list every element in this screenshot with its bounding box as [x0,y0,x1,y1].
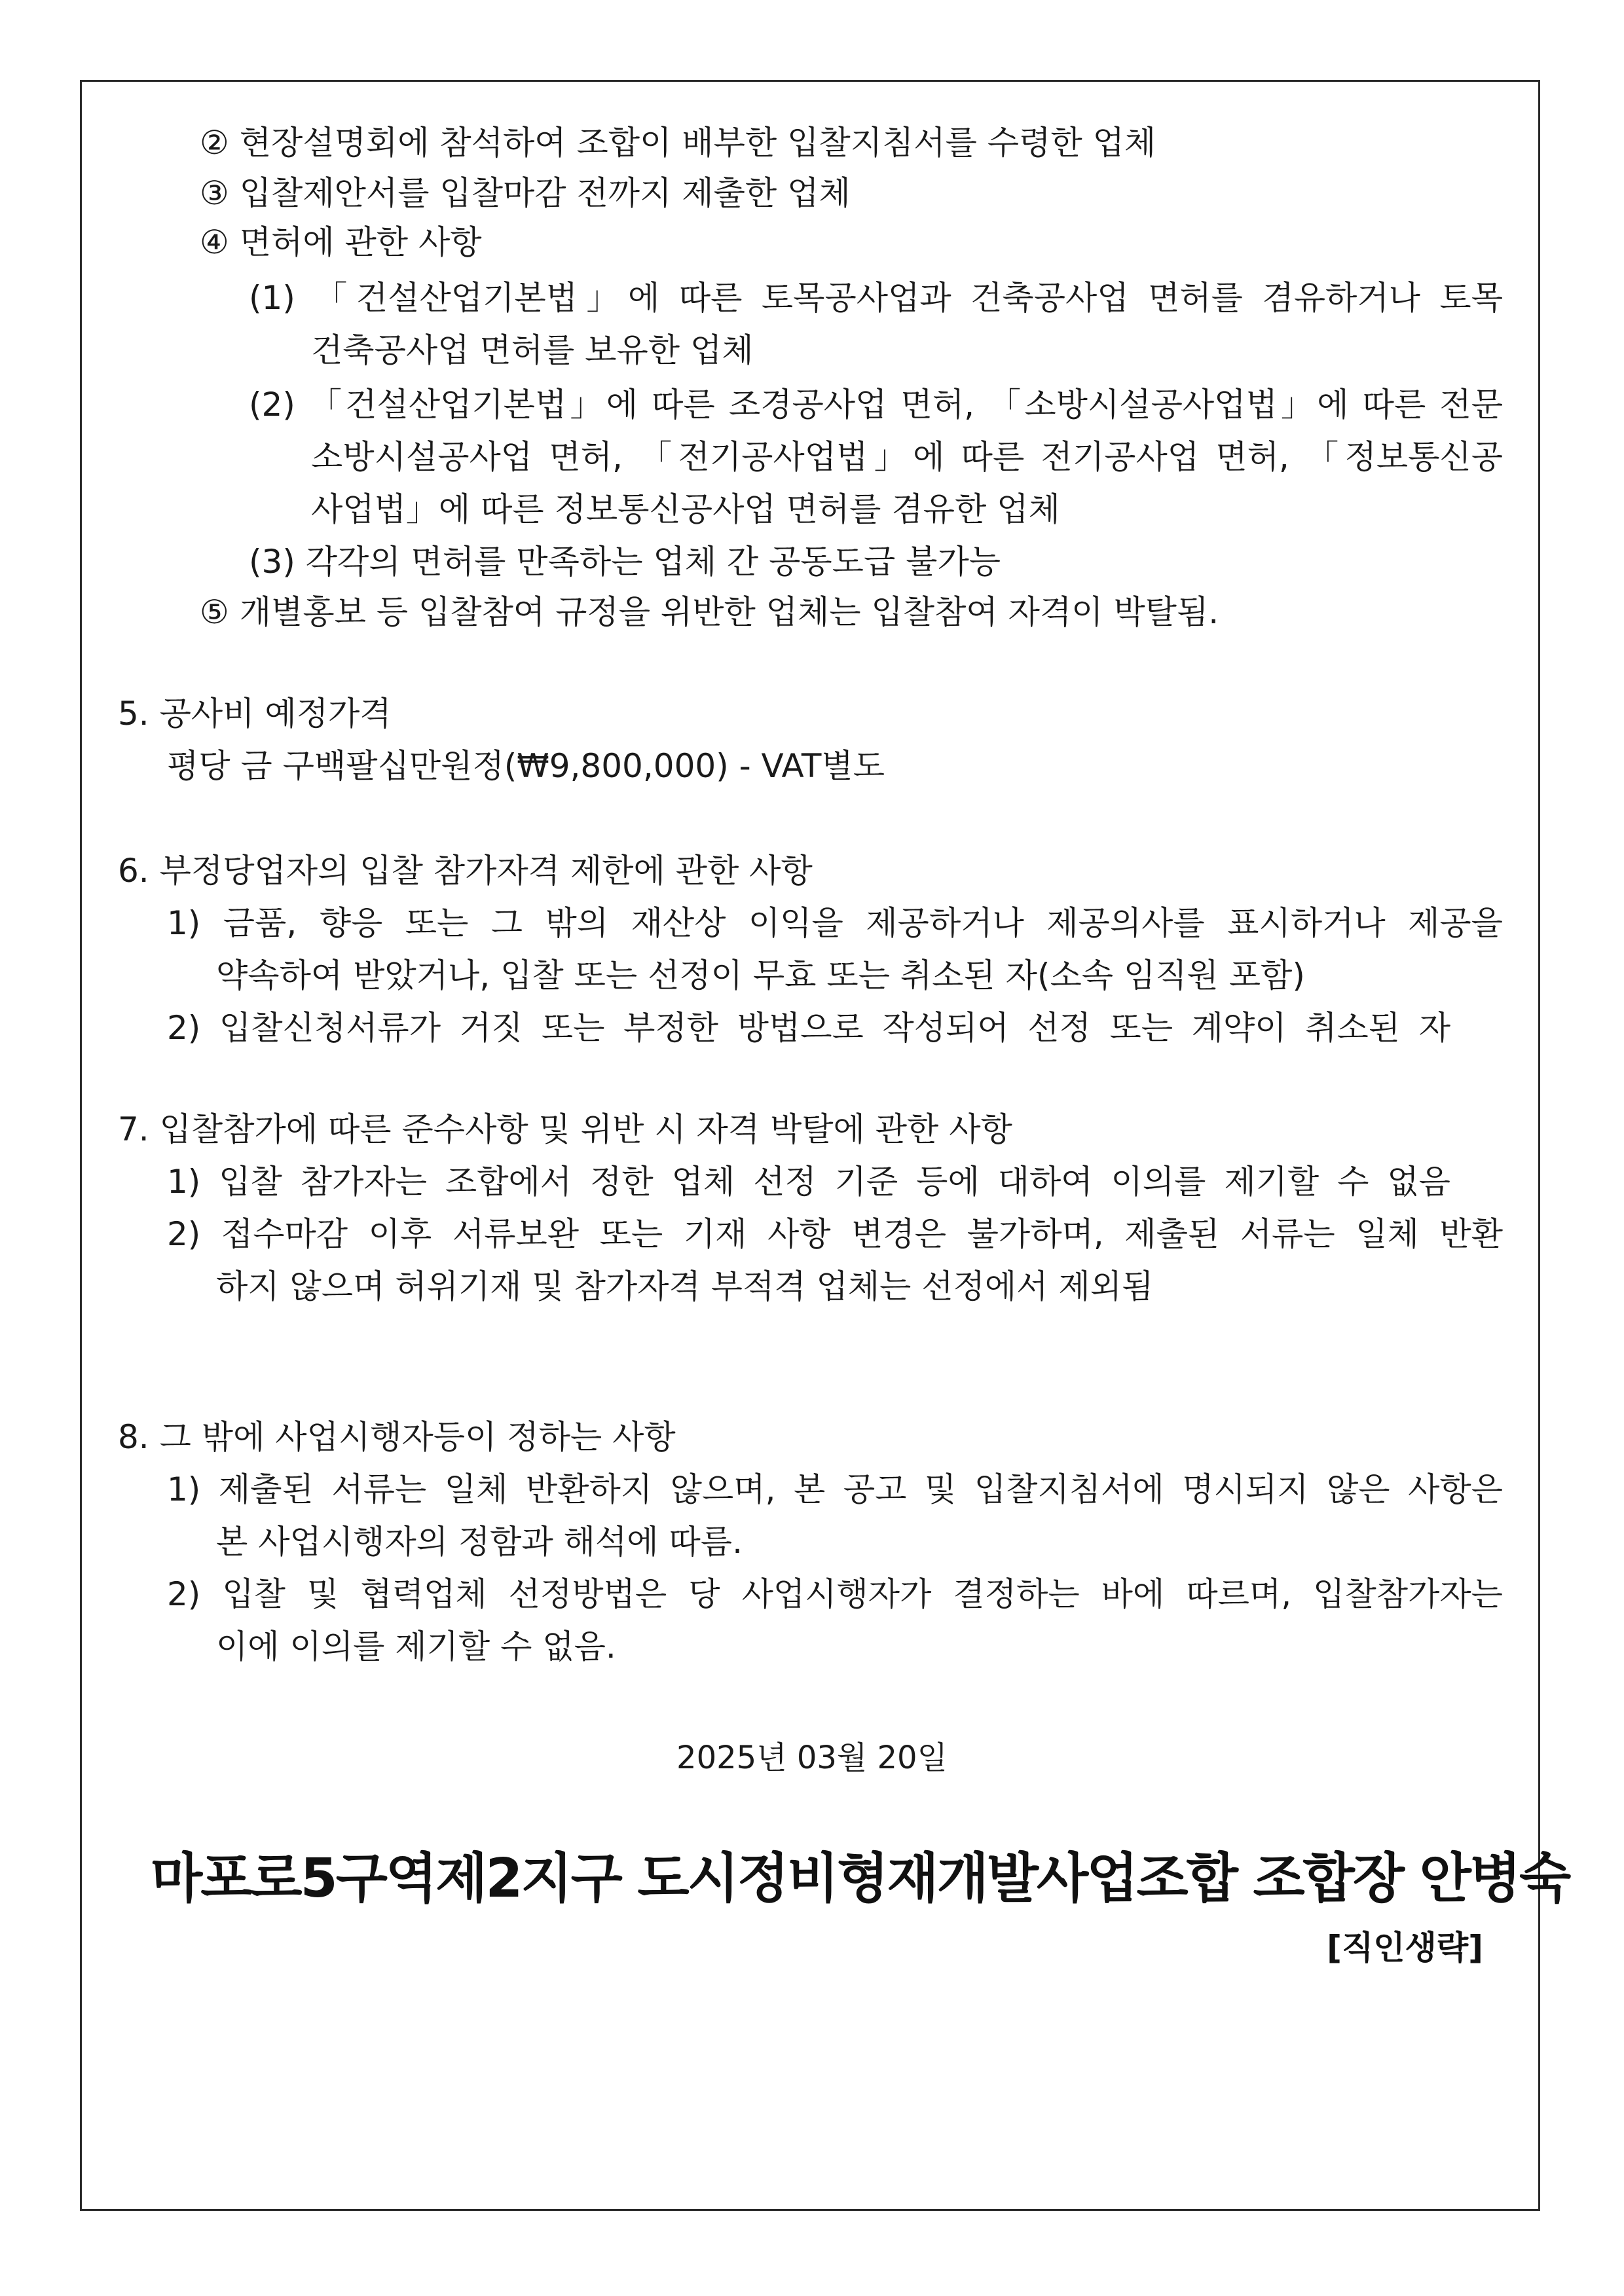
s5-heading: 5. 공사비 예정가격 [118,695,392,733]
s8-item-1-line-2: 본 사업시행자의 정함과 해석에 따름. [216,1523,743,1561]
signatory: 마포로5구역제2지구 도시정비형재개발사업조합 조합장 안병숙 [151,1848,1570,1910]
s8-item-2-line-1: 2) 입찰 및 협력업체 선정방법은 당 사업시행자가 결정하는 바에 따르며, 입찰참가자는 [167,1575,1503,1613]
s6-item-1-line-2: 약속하여 받았거나, 입찰 또는 선정이 무효 또는 취소된 자(소속 임직원 포함) [216,957,1305,994]
s6-item-1-line-1: 1) 금품, 향응 또는 그 밖의 재산상 이익을 제공하거나 제공의사를 표시하거나 제공을 [167,904,1503,942]
s8-item-2-line-2: 이에 이의를 제기할 수 없음. [216,1628,616,1666]
s4-item-5: ⑤ 개별홍보 등 입찰참여 규정을 위반한 업체는 입찰참여 자격이 박탈됨. [200,593,1219,631]
s4-sub-2-line-1: (2) 「건설산업기본법」에 따른 조경공사업 면허, 「소방시설공사업법」에 따른 전문 [249,386,1503,424]
s6-heading: 6. 부정당업자의 입찰 참가자격 제한에 관한 사항 [118,852,813,890]
s4-item-3: ③ 입찰제안서를 입찰마감 전까지 제출한 업체 [200,174,851,212]
s4-sub-1-line-1: (1) 「건설산업기본법」에 따른 토목공사업과 건축공사업 면허를 겸유하거나 토목 [249,279,1503,317]
s4-sub-2-line-2: 소방시설공사업 면허, 「전기공사업법」에 따른 전기공사업 면허, 「정보통신공 [311,438,1503,476]
seal-omitted-note: [직인생략] [1327,1929,1483,1967]
s4-sub-3: (3) 각각의 면허를 만족하는 업체 간 공동도급 불가능 [249,543,1001,581]
s5-price: 평당 금 구백팔십만원정(₩9,800,000) - VAT별도 [167,747,885,785]
s8-heading: 8. 그 밖에 사업시행자등이 정하는 사항 [118,1418,676,1456]
s7-item-1: 1) 입찰 참가자는 조합에서 정한 업체 선정 기준 등에 대하여 이의를 제기할 수 없음 [167,1163,1450,1201]
s7-item-2-line-1: 2) 접수마감 이후 서류보완 또는 기재 사항 변경은 불가하며, 제출된 서류는 일체 반환 [167,1215,1503,1253]
s4-item-4: ④ 면허에 관한 사항 [200,223,482,261]
s4-item-2: ② 현장설명회에 참석하여 조합이 배부한 입찰지침서를 수령한 업체 [200,124,1156,162]
s4-sub-2-line-3: 사업법」에 따른 정보통신공사업 면허를 겸유한 업체 [311,490,1060,528]
s4-sub-1-line-2: 건축공사업 면허를 보유한 업체 [311,331,754,369]
s7-item-2-line-2: 하지 않으며 허위기재 및 참가자격 부적격 업체는 선정에서 제외됨 [216,1267,1154,1305]
s6-item-2: 2) 입찰신청서류가 거짓 또는 부정한 방법으로 작성되어 선정 또는 계약이 취소된 자 [167,1009,1450,1047]
announcement-date: 2025년 03월 20일 [676,1740,948,1776]
s7-heading: 7. 입찰참가에 따른 준수사항 및 위반 시 자격 박탈에 관한 사항 [118,1110,1012,1148]
s8-item-1-line-1: 1) 제출된 서류는 일체 반환하지 않으며, 본 공고 및 입찰지침서에 명시되지 않은 사항은 [167,1470,1503,1508]
